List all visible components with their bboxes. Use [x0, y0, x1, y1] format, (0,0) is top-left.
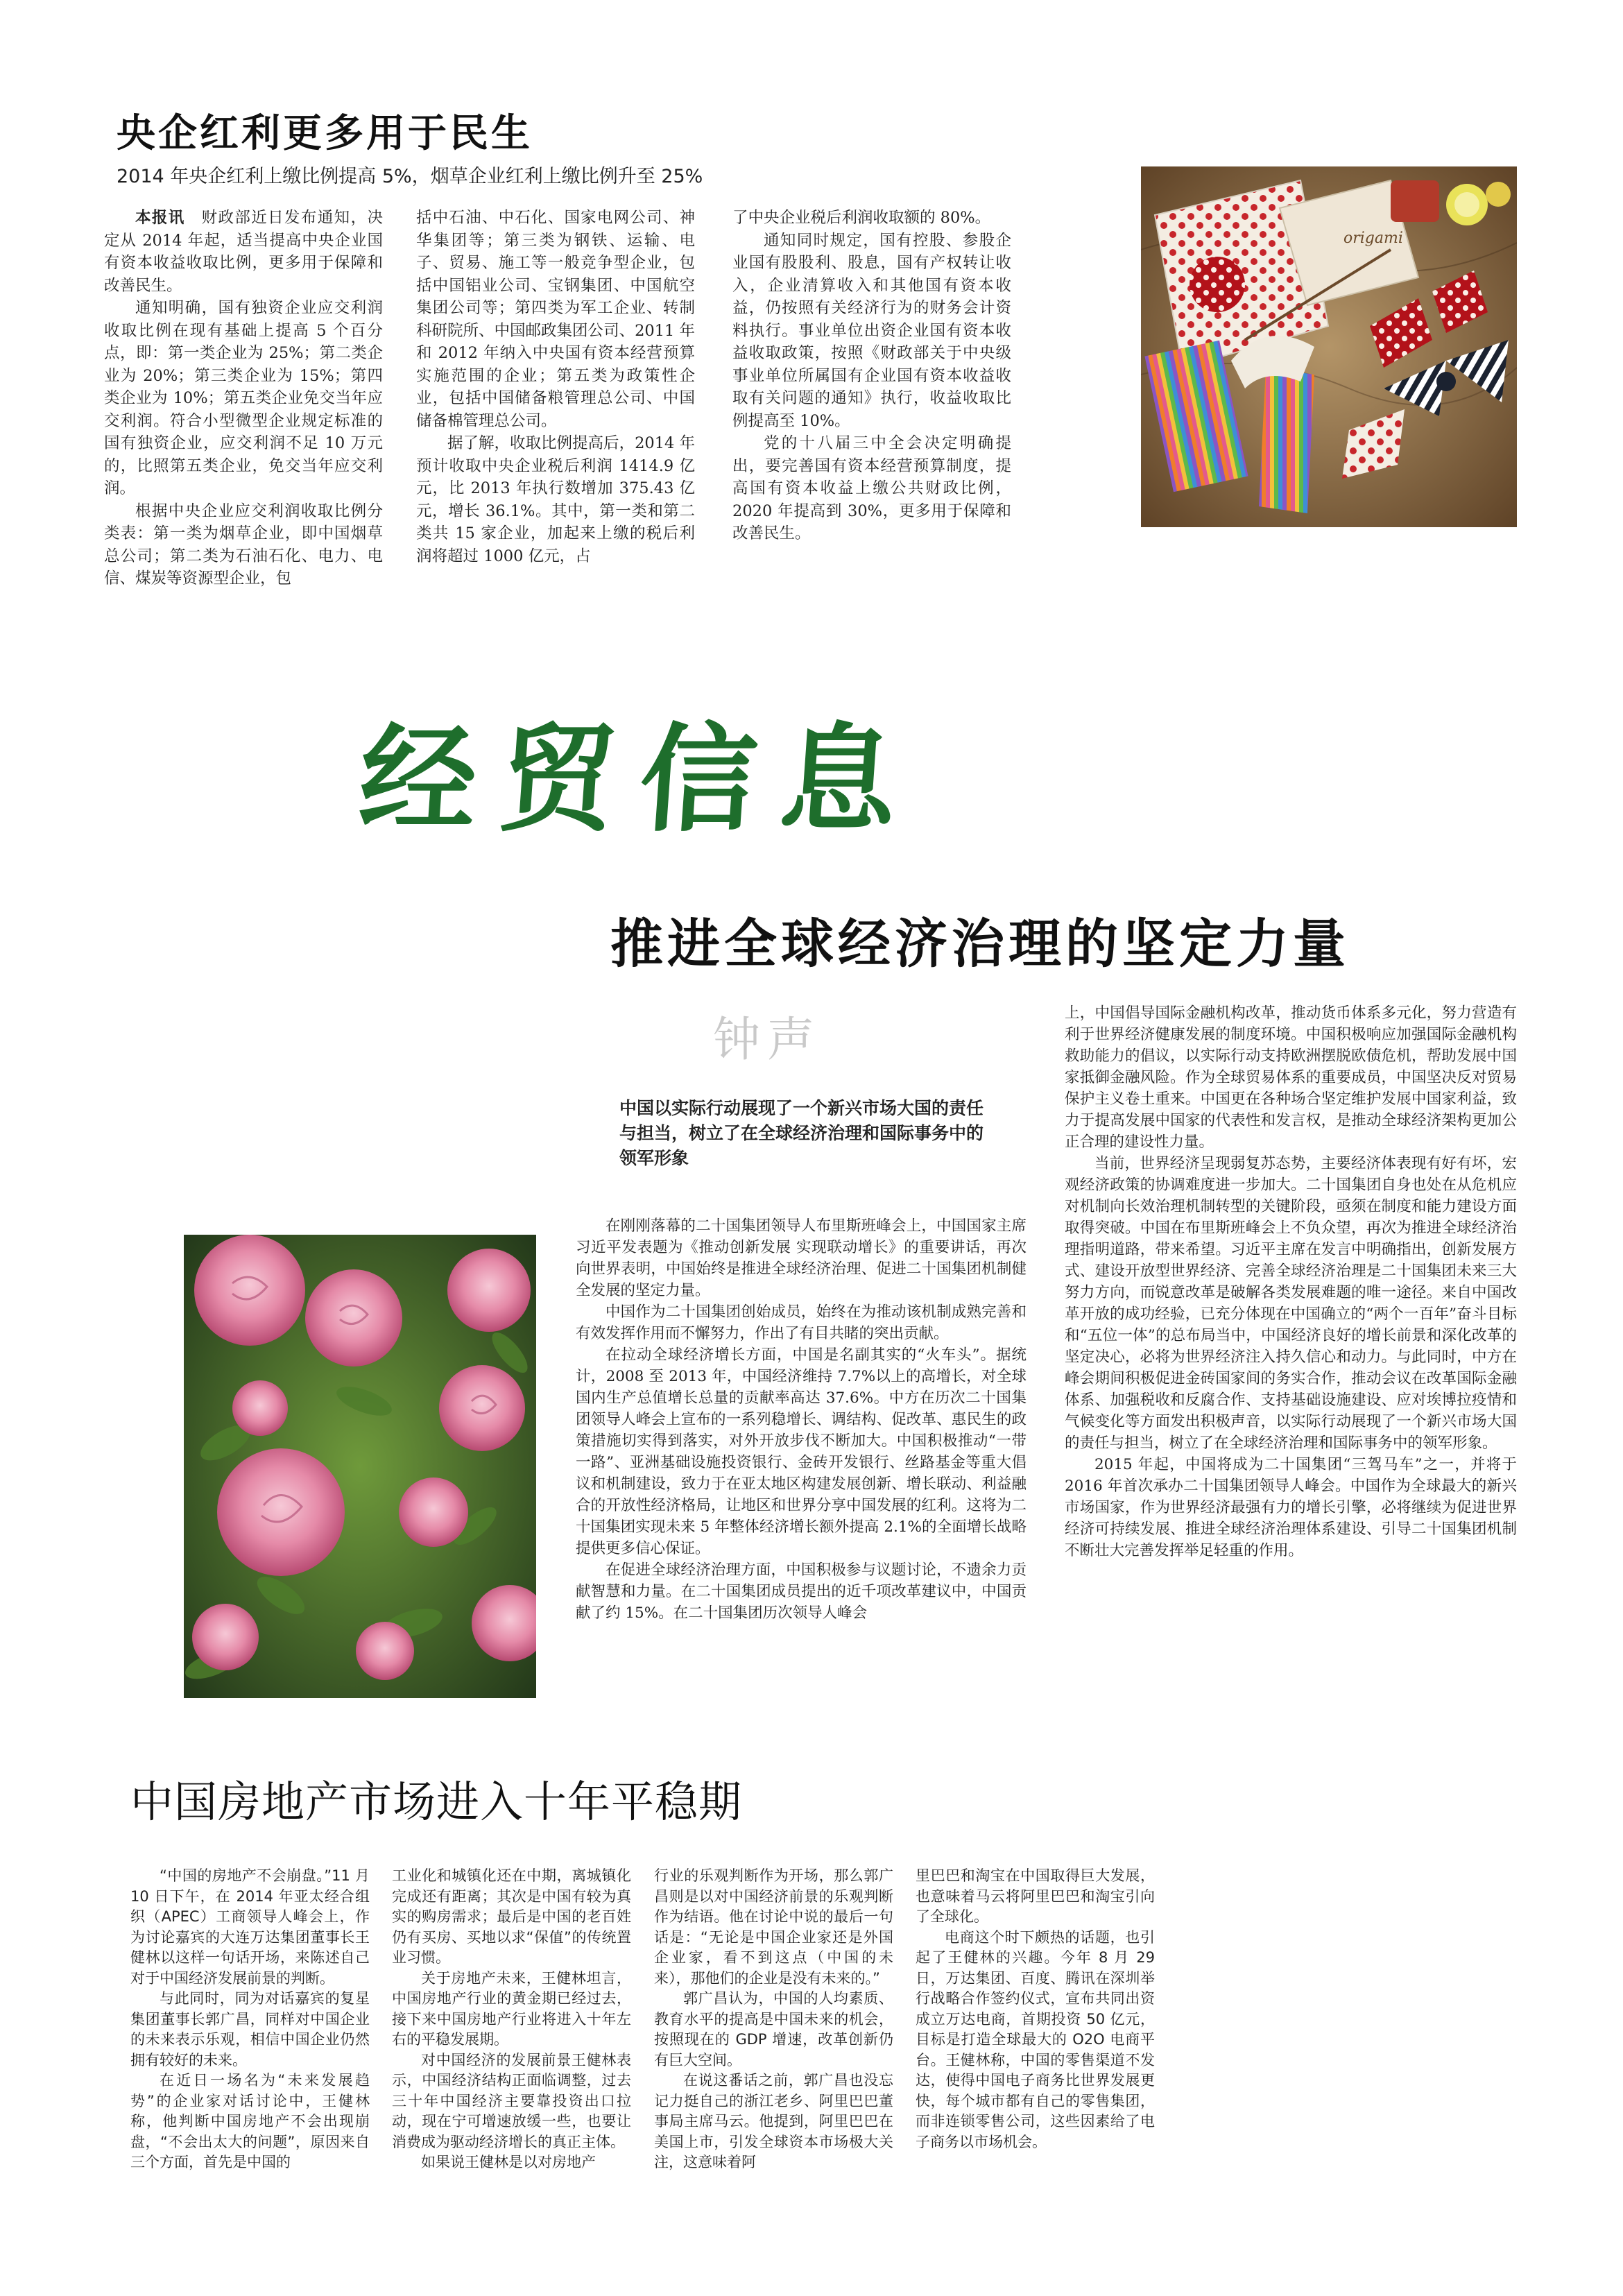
stationery-photo [1141, 166, 1517, 527]
roses-photo [184, 1235, 536, 1698]
paragraph: 通知同时规定，国有控股、参股企业国有股股利、股息，国有产权转让收入，企业清算收入和其他国有资本收益，仍按照有关经济行为的财务会计资料执行。事业单位出资企业国有资本收益收取政策，按照《财政部关于中央级事业单位所属国有企业国有资本收益收取有关问题的通知》执行，收益收取比例提高至 10%。 [732, 231, 1011, 430]
paragraph: 括中石油、中石化、国家电网公司、神华集团等；第三类为钢铁、运输、电子、贸易、施工等一般竞争型企业，包括中国铝业公司、宝钢集团、中国航空集团公司等；第四类为军工企业、转制科研院所、中国邮政集团公司、2011 年和 2012 年纳入中央国有资本经营预算实施范围的企业；第五类为政策性企业，包括中国储备粮管理总公司、中国储备棉管理总公司。 [416, 209, 695, 430]
paragraph: 2015 年起，中国将成为二十国集团“三驾马车”之一，并将于 2016 年首次承办二十国集团领导人峰会。中国作为全球最大的新兴市场国家，作为世界经济最强有力的增长引擎，必将继续为促进世界经济可持续发展、推进全球经济治理体系建设、引导二十国集团机制不断壮大完善发挥举足轻重的作用。 [1065, 1456, 1517, 1559]
article2-author: 钟声 [713, 1013, 822, 1068]
paragraph: 中国作为二十国集团创始成员，始终在为推动该机制成熟完善和有效发挥作用而不懈努力，作出了有目共睹的突出贡献。 [576, 1303, 1027, 1342]
paragraph: 了中央企业税后利润收取额的 80%。 [732, 209, 991, 227]
stationery-illustration [1141, 166, 1517, 527]
paragraph: 里巴巴和淘宝在中国取得巨大发展，也意味着马云将阿里巴巴和淘宝引向了全球化。 [916, 1867, 1155, 1925]
article3-title: 中国房地产市场进入十年平稳期 [130, 1776, 743, 1827]
article3-column-4 [916, 1866, 1155, 2152]
article1-column-2 [416, 207, 695, 567]
paragraph: 与此同时，同为对话嘉宾的复星集团董事长郭广昌，同样对中国企业的未来表示乐观，相信中国企业仍然拥有较好的未来。 [130, 1990, 370, 2068]
paragraph: 本报讯 财政部近日发布通知，决定从 2014 年起，适当提高中央企业国有资本收益收取比例，更多用于保障和改善民生。 [104, 209, 383, 295]
roses-illustration [184, 1235, 536, 1698]
article2-lead: 中国以实际行动展现了一个新兴市场大国的责任与担当，树立了在全球经济治理和国际事务中的领军形象 [619, 1098, 984, 1168]
article2-column-right [1065, 1002, 1517, 1561]
paragraph: 在拉动全球经济增长方面，中国是名副其实的“火车头”。据统计，2008 至 2013 年，中国经济维持 7.7%以上的高增长，对全球国内生产总值增长总量的贡献率高达 37.6%。中方在历次二十国集团领导人峰会上宣布的一系列稳增长、调结构、促改革、惠民生的政策措施切实得到落实，对外开放步伐不断加大。中国积极推动“一带一路”、亚洲基础设施投资银行、金砖开发银行、丝路基金等重大倡议和机制建设，致力于在亚太地区构建发展创新、增长联动、利益融合的开放性经济格局，让地区和世界分享中国发展的红利。这将为二十国集团实现未来 5 年整体经济增长额外提高 2.1%的全面增长战略提供更多信心保证。 [576, 1346, 1027, 1557]
article2-title: 推进全球经济治理的坚定力量 [610, 913, 1350, 975]
paragraph: 党的十八届三中全会决定明确提出，要完善国有资本经营预算制度，提高国有资本收益上缴公共财政比例，2020 年提高到 30%，更多用于保障和改善民生。 [732, 434, 1011, 542]
article1-column-3 [732, 207, 1011, 545]
paragraph: 行业的乐观判断作为开场，那么郭广昌则是以对中国经济前景的乐观判断作为结语。他在讨论中说的最后一句话是：“无论是中国企业家还是外国企业家，看不到这点（中国的未来），那他们的企业是没有未来的。” [654, 1867, 893, 1987]
paragraph: 如果说王健林是以对房地产 [421, 2154, 596, 2170]
paragraph: 在近日一场名为“未来发展趋势”的企业家对话讨论中，王健林称，他判断中国房地产不会出现崩盘，“不会出太大的问题”，原因来自三个方面，首先是中国的 [130, 2072, 370, 2170]
article2-column-middle [576, 1215, 1027, 1624]
paragraph: 在说这番话之前，郭广昌也没忘记力挺自己的浙江老乡、阿里巴巴董事局主席马云。他提到，阿里巴巴在美国上市，引发全球资本市场极大关注，这意味着阿 [654, 2072, 893, 2170]
article1-title: 央企红利更多用于民生 [117, 111, 533, 156]
article1-column-1 [104, 207, 383, 590]
article3-column-3 [654, 1866, 893, 2173]
paragraph: 关于房地产未来，王健林坦言，中国房地产行业的黄金期已经过去，接下来中国房地产行业将进入十年左右的平稳发展期。 [392, 1969, 631, 2048]
paragraph: 电商这个时下颇热的话题，也引起了王健林的兴趣。今年 8 月 29 日，万达集团、百度、腾讯在深圳举行战略合作签约仪式，宣布共同出资成立万达电商，首期投资 50 亿元，目标是打造全球最大的 O2O 电商平台。王健林称，中国的零售渠道不发达，使得中国电子商务比世界发展更快，每个城市都有自己的零售集团，而非连锁零售公司，这些因素给了电子商务以市场机会。 [916, 1928, 1155, 2150]
article3-column-2 [392, 1866, 631, 2173]
paragraph: 工业化和城镇化还在中期，离城镇化完成还有距离；其次是中国有较为真实的购房需求；最后是中国的老百姓仍有买房、买地以求“保值”的传统置业习惯。 [392, 1867, 631, 1966]
byline: 本报讯 [135, 209, 185, 227]
section-banner: 经贸信息 [355, 712, 925, 848]
svg-text:origami: origami [1343, 230, 1403, 247]
paragraph: 对中国经济的发展前景王健林表示，中国经济结构正面临调整，过去三十年中国经济主要靠投资出口拉动，现在宁可增速放缓一些，也要让消费成为驱动经济增长的真正主体。 [392, 2051, 631, 2150]
paragraph: 当前，世界经济呈现弱复苏态势，主要经济体表现有好有坏，宏观经济政策的协调难度进一步加大。二十国集团自身也处在从危机应对机制向长效治理机制转型的关键阶段，亟须在制度和能力建设方面取得突破。中国在布里斯班峰会上不负众望，再次为推进全球经济治理指明道路，带来希望。习近平主席在发言中明确指出，创新发展方式、建设开放型世界经济、完善全球经济治理是二十国集团未来三大努力方向，而锐意改革是破解各类发展难题的唯一途径。来自中国改革开放的成功经验，已充分体现在中国确立的“两个一百年”奋斗目标和“五位一体”的总布局当中，中国经济良好的增长前景和深化改革的坚定决心，必将为世界经济注入持久信心和动力。与此同时，中方在峰会期间积极促进金砖国家间的务实合作，推动会议在改革国际金融体系、加强税收和反腐合作、支持基础设施建设、应对埃博拉疫情和气候变化等方面发出积极声音，以实际行动展现了一个新兴市场大国的责任与担当，树立了在全球经济治理和国际事务中的领军形象。 [1065, 1155, 1517, 1452]
paragraph: 通知明确，国有独资企业应交利润收取比例在现有基础上提高 5 个百分点，即：第一类企业为 25%；第二类企业为 20%；第三类企业为 15%；第四类企业为 10%；第五类企业免交当年应交利润。符合小型微型企业规定标准的国有独资企业，应交利润不足 10 万元的，比照第五类企业，免交当年应交利润。 [104, 299, 383, 497]
paragraph: 根据中央企业应交利润收取比例分类表：第一类为烟草企业，即中国烟草总公司；第二类为石油石化、电力、电信、煤炭等资源型企业，包 [104, 502, 383, 588]
article1-subtitle: 2014 年央企红利上缴比例提高 5%，烟草企业红利上缴比例升至 25% [117, 166, 703, 187]
article3-column-1 [130, 1866, 370, 2173]
paragraph: 上，中国倡导国际金融机构改革，推动货币体系多元化，努力营造有利于世界经济健康发展的制度环境。中国积极响应加强国际金融机构救助能力的倡议，以实际行动支持欧洲摆脱欧债危机，帮助发展中国家抵御金融风险。作为全球贸易体系的重要成员，中国坚决反对贸易保护主义卷土重来。中国更在各种场合坚定维护发展中国家利益，致力于提高发展中国家的代表性和发言权，是推动全球经济架构更加公正合理的建设性力量。 [1065, 1004, 1517, 1151]
paragraph: 郭广昌认为，中国的人均素质、教育水平的提高是中国未来的机会，按照现在的 GDP 增速，改革创新仍有巨大空间。 [654, 1990, 893, 2068]
paragraph: 在刚刚落幕的二十国集团领导人布里斯班峰会上，中国国家主席习近平发表题为《推动创新发展 实现联动增长》的重要讲话，再次向世界表明，中国始终是推进全球经济治理、促进二十国集团机制健全发展的坚定力量。 [576, 1217, 1027, 1299]
paragraph: 在促进全球经济治理方面，中国积极参与议题讨论，不遗余力贡献智慧和力量。在二十国集团成员提出的近千项改革建议中，中国贡献了约 15%。在二十国集团历次领导人峰会 [576, 1561, 1027, 1622]
paragraph: 据了解，收取比例提高后，2014 年预计收取中央企业税后利润 1414.9 亿元，比 2013 年执行数增加 375.43 亿元，增长 36.1%。其中，第一类和第二类共 15 家企业，加起来上缴的税后利润将超过 1000 亿元，占 [416, 434, 695, 565]
paragraph: “中国的房地产不会崩盘。”11 月 10 日下午，在 2014 年亚太经合组织（APEC）工商领导人峰会上，作为讨论嘉宾的大连万达集团董事长王健林以这样一句话开场，来陈述自己对于中国经济发展前景的判断。 [130, 1867, 370, 1987]
